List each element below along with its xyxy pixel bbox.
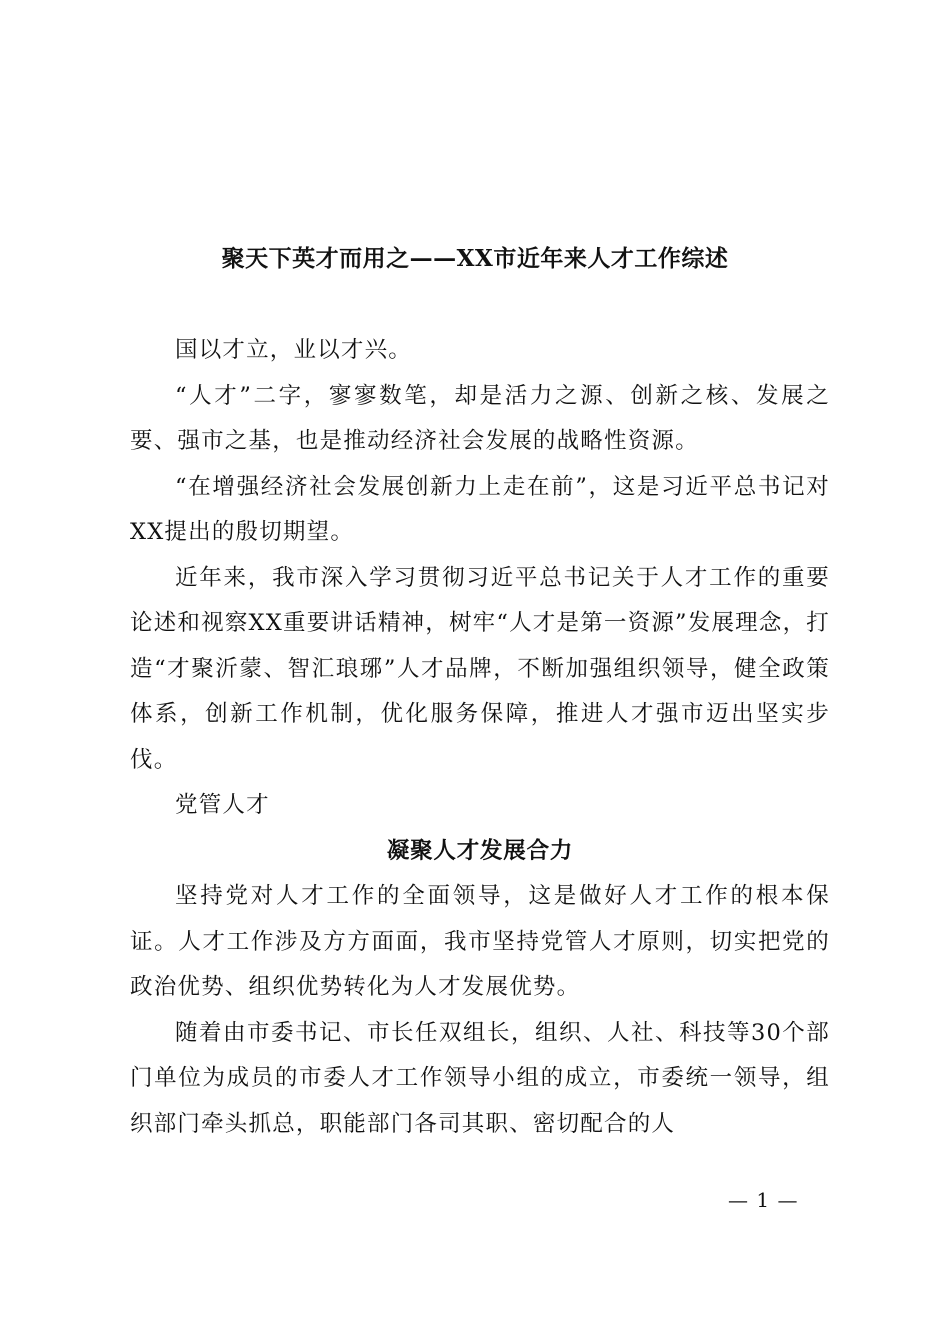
paragraph-leading-group: 随着由市委书记、市长任双组长，组织、人社、科技等30个部门单位为成员的市委人才工作领导小组的成立，市委统一领导，组织部门牵头抓总，职能部门各司其职、密切配合的人: [130, 1019, 830, 1137]
paragraph-party-talent: 党管人才: [175, 792, 270, 818]
paragraph-intro: 国以才立，业以才兴。: [175, 337, 413, 363]
paragraph-expectation: “在增强经济社会发展创新力上走在前”，这是习近平总书记对XX提出的殷切期望。: [130, 473, 830, 545]
document-title: 聚天下英才而用之——XX市近年来人才工作综述: [221, 245, 729, 272]
document-body: [130, 328, 830, 1147]
page-number: — 1 —: [728, 1188, 799, 1212]
paragraph-party-leadership: 坚持党对人才工作的全面领导，这是做好人才工作的根本保证。人才工作涉及方方面面，我市坚持党管人才原则，切实把党的政治优势、组织优势转化为人才发展优势。: [130, 883, 830, 1000]
section-heading: 凝聚人才发展合力: [386, 837, 574, 864]
paragraph-recent-years: 近年来，我市深入学习贯彻习近平总书记关于人才工作的重要论述和视察XX重要讲话精神，树牢“人才是第一资源”发展理念，打造“才聚沂蒙、智汇琅琊”人才品牌，不断加强组织领导，健全政策体系，创新工作机制，优化服务保障，推进人才强市迈出坚实步伐。: [130, 564, 830, 773]
paragraph-talent-meaning: “人才”二字，寥寥数笔，却是活力之源、创新之核、发展之要、强市之基，也是推动经济社会发展的战略性资源。: [130, 382, 830, 454]
